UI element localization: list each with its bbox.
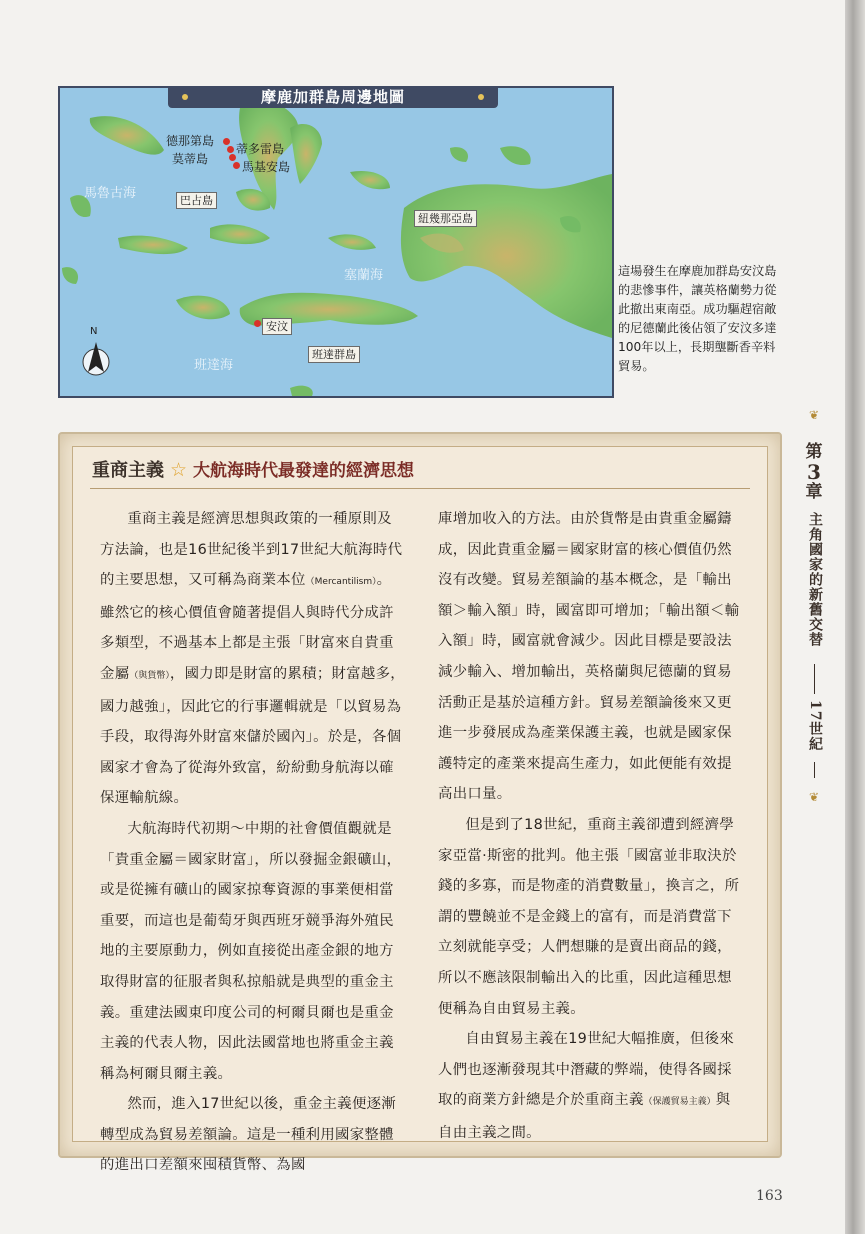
paragraph: 但是到了18世紀，重商主義卻遭到經濟學家亞當·斯密的批判。他主張「國富並非取決於錢的多寡，而是物產的消費數量」，換言之，所謂的豐饒並不是金錢上的富有，而是消費當下立刻就能享受；人們想賺的是賣出商品的錢，所以不應該限制輸出入的比重，因此這種思想便稱為自由貿易主義。 — [438, 816, 740, 1017]
chapter-label — [788, 442, 840, 502]
book-edge — [845, 0, 865, 1234]
chapter-number: 3 — [807, 460, 821, 484]
article-heading — [92, 456, 414, 482]
sea-banda: 班達海 — [194, 358, 234, 373]
ornament-bottom-icon: ❦ — [808, 790, 820, 804]
label-new-guinea: 紐幾那亞島 — [414, 210, 477, 227]
sea-molucca: 馬魯古海 — [84, 186, 137, 201]
map-title-text: 摩鹿加群島周邊地圖 — [260, 88, 405, 106]
divider — [814, 664, 815, 694]
title-ornament-icon — [478, 94, 484, 100]
star-icon: ☆ — [170, 459, 188, 481]
tidore-marker — [227, 146, 234, 153]
ambon-marker — [254, 320, 261, 327]
chapter-title: 主角國家的新舊交替 — [807, 512, 823, 647]
chapter-prefix: 第 — [805, 442, 823, 462]
label-tidore: 蒂多雷島 — [236, 142, 285, 156]
makian-marker — [233, 162, 240, 169]
heading-subtitle: 大航海時代最發達的經濟思想 — [193, 461, 415, 481]
paragraph: 重商主義是經濟思想與政策的一種原則及方法論，也是16世紀後半到17世紀大航海時代的主要思想，又可稱為商業本位（Mercantilism）。雖然它的核心價值會隨著提倡人與時代分成許多類型，不過基本上都是主張「財富來自貴重金屬（與貨幣），國力即是財富的累積；財富越多，國力越強」，因此它的行事邏輯就是「以貿易為手段，取得海外財富來儲於國內」。於是，各個國家才會為了從海外致富，紛紛動身航海以確保運輸航線。 — [100, 511, 405, 807]
compass-icon — [82, 328, 112, 378]
paragraph: 然而，進入17世紀以後，重金主義便逐漸轉型成為貿易差額論。這是一種利用國家整體的進出口差額來囤積貨幣、為國 — [100, 1096, 397, 1174]
map-caption: 這場發生在摩鹿加群島安汶島的悲慘事件，讓英格蘭勢力從此撤出東南亞。成功驅趕宿敵的尼德蘭此後佔領了安汶多達100年以上，長期壟斷香辛料貿易。 — [618, 264, 777, 373]
chapter-side-tab — [788, 402, 840, 822]
chapter-suffix: 章 — [805, 482, 823, 502]
compass-arrow-icon — [82, 338, 112, 378]
label-ambon: 安汶 — [262, 318, 292, 335]
moti-marker — [229, 154, 236, 161]
article-left-column — [100, 504, 406, 1181]
article-box — [58, 432, 782, 1174]
paragraph: 大航海時代初期～中期的社會價值觀就是「貴重金屬＝國家財富」，所以發掘金銀礦山，或是從擁有礦山的國家掠奪資源的事業便相當重要，而這也是葡萄牙與西班牙競爭海外殖民地的主要原動力，例如直接從出產金銀的地方取得財富的征服者與私掠船就是典型的重金主義。重建法國東印度公司的柯爾貝爾也是重金主義的代表人物，因此法國當地也將重金主義稱為柯爾貝爾主義。 — [100, 820, 402, 1082]
heading-rule — [90, 488, 750, 489]
title-ornament-icon — [182, 94, 188, 100]
label-banda-islands: 班達群島 — [308, 346, 360, 363]
label-ternate: 德那第島 — [166, 134, 215, 148]
page-number: 163 — [756, 1188, 783, 1204]
heading-title: 重商主義 — [92, 460, 164, 481]
ornament-top-icon: ❦ — [808, 408, 820, 422]
map-title — [168, 86, 498, 108]
compass-north-label: N — [90, 326, 98, 337]
article-right-column — [438, 504, 744, 1148]
sea-seram: 塞蘭海 — [344, 268, 384, 283]
paragraph: 自由貿易主義在19世紀大幅推廣，但後來人們也逐漸發現其中潛藏的弊端，使得各國採取的商業方針總是介於重商主義（保護貿易主義）與自由主義之間。 — [438, 1031, 735, 1141]
label-moti: 莫蒂島 — [172, 152, 209, 166]
chapter-period: 17世紀 — [807, 700, 823, 752]
paragraph: 庫增加收入的方法。由於貨幣是由貴重金屬鑄成，因此貴重金屬＝國家財富的核心價值仍然沒有改變。貿易差額論的基本概念，是「輸出額＞輸入額」時，國富即可增加；「輸出額＜輸入額」時，國富就會減少。因此目標是要設法減少輸入、增加輸出，英格蘭與尼德蘭的貿易活動正是基於這種方針。貿易差額論後來又更進一步發展成為產業保護主義，也就是國家保護特定的產業來提高生產力，如此便能有效提高出口量。 — [438, 511, 740, 803]
ternate-marker — [223, 138, 230, 145]
moluccas-map — [58, 86, 614, 398]
label-makian: 馬基安島 — [242, 160, 291, 174]
divider — [814, 762, 815, 778]
label-bacan: 巴占島 — [176, 192, 217, 209]
